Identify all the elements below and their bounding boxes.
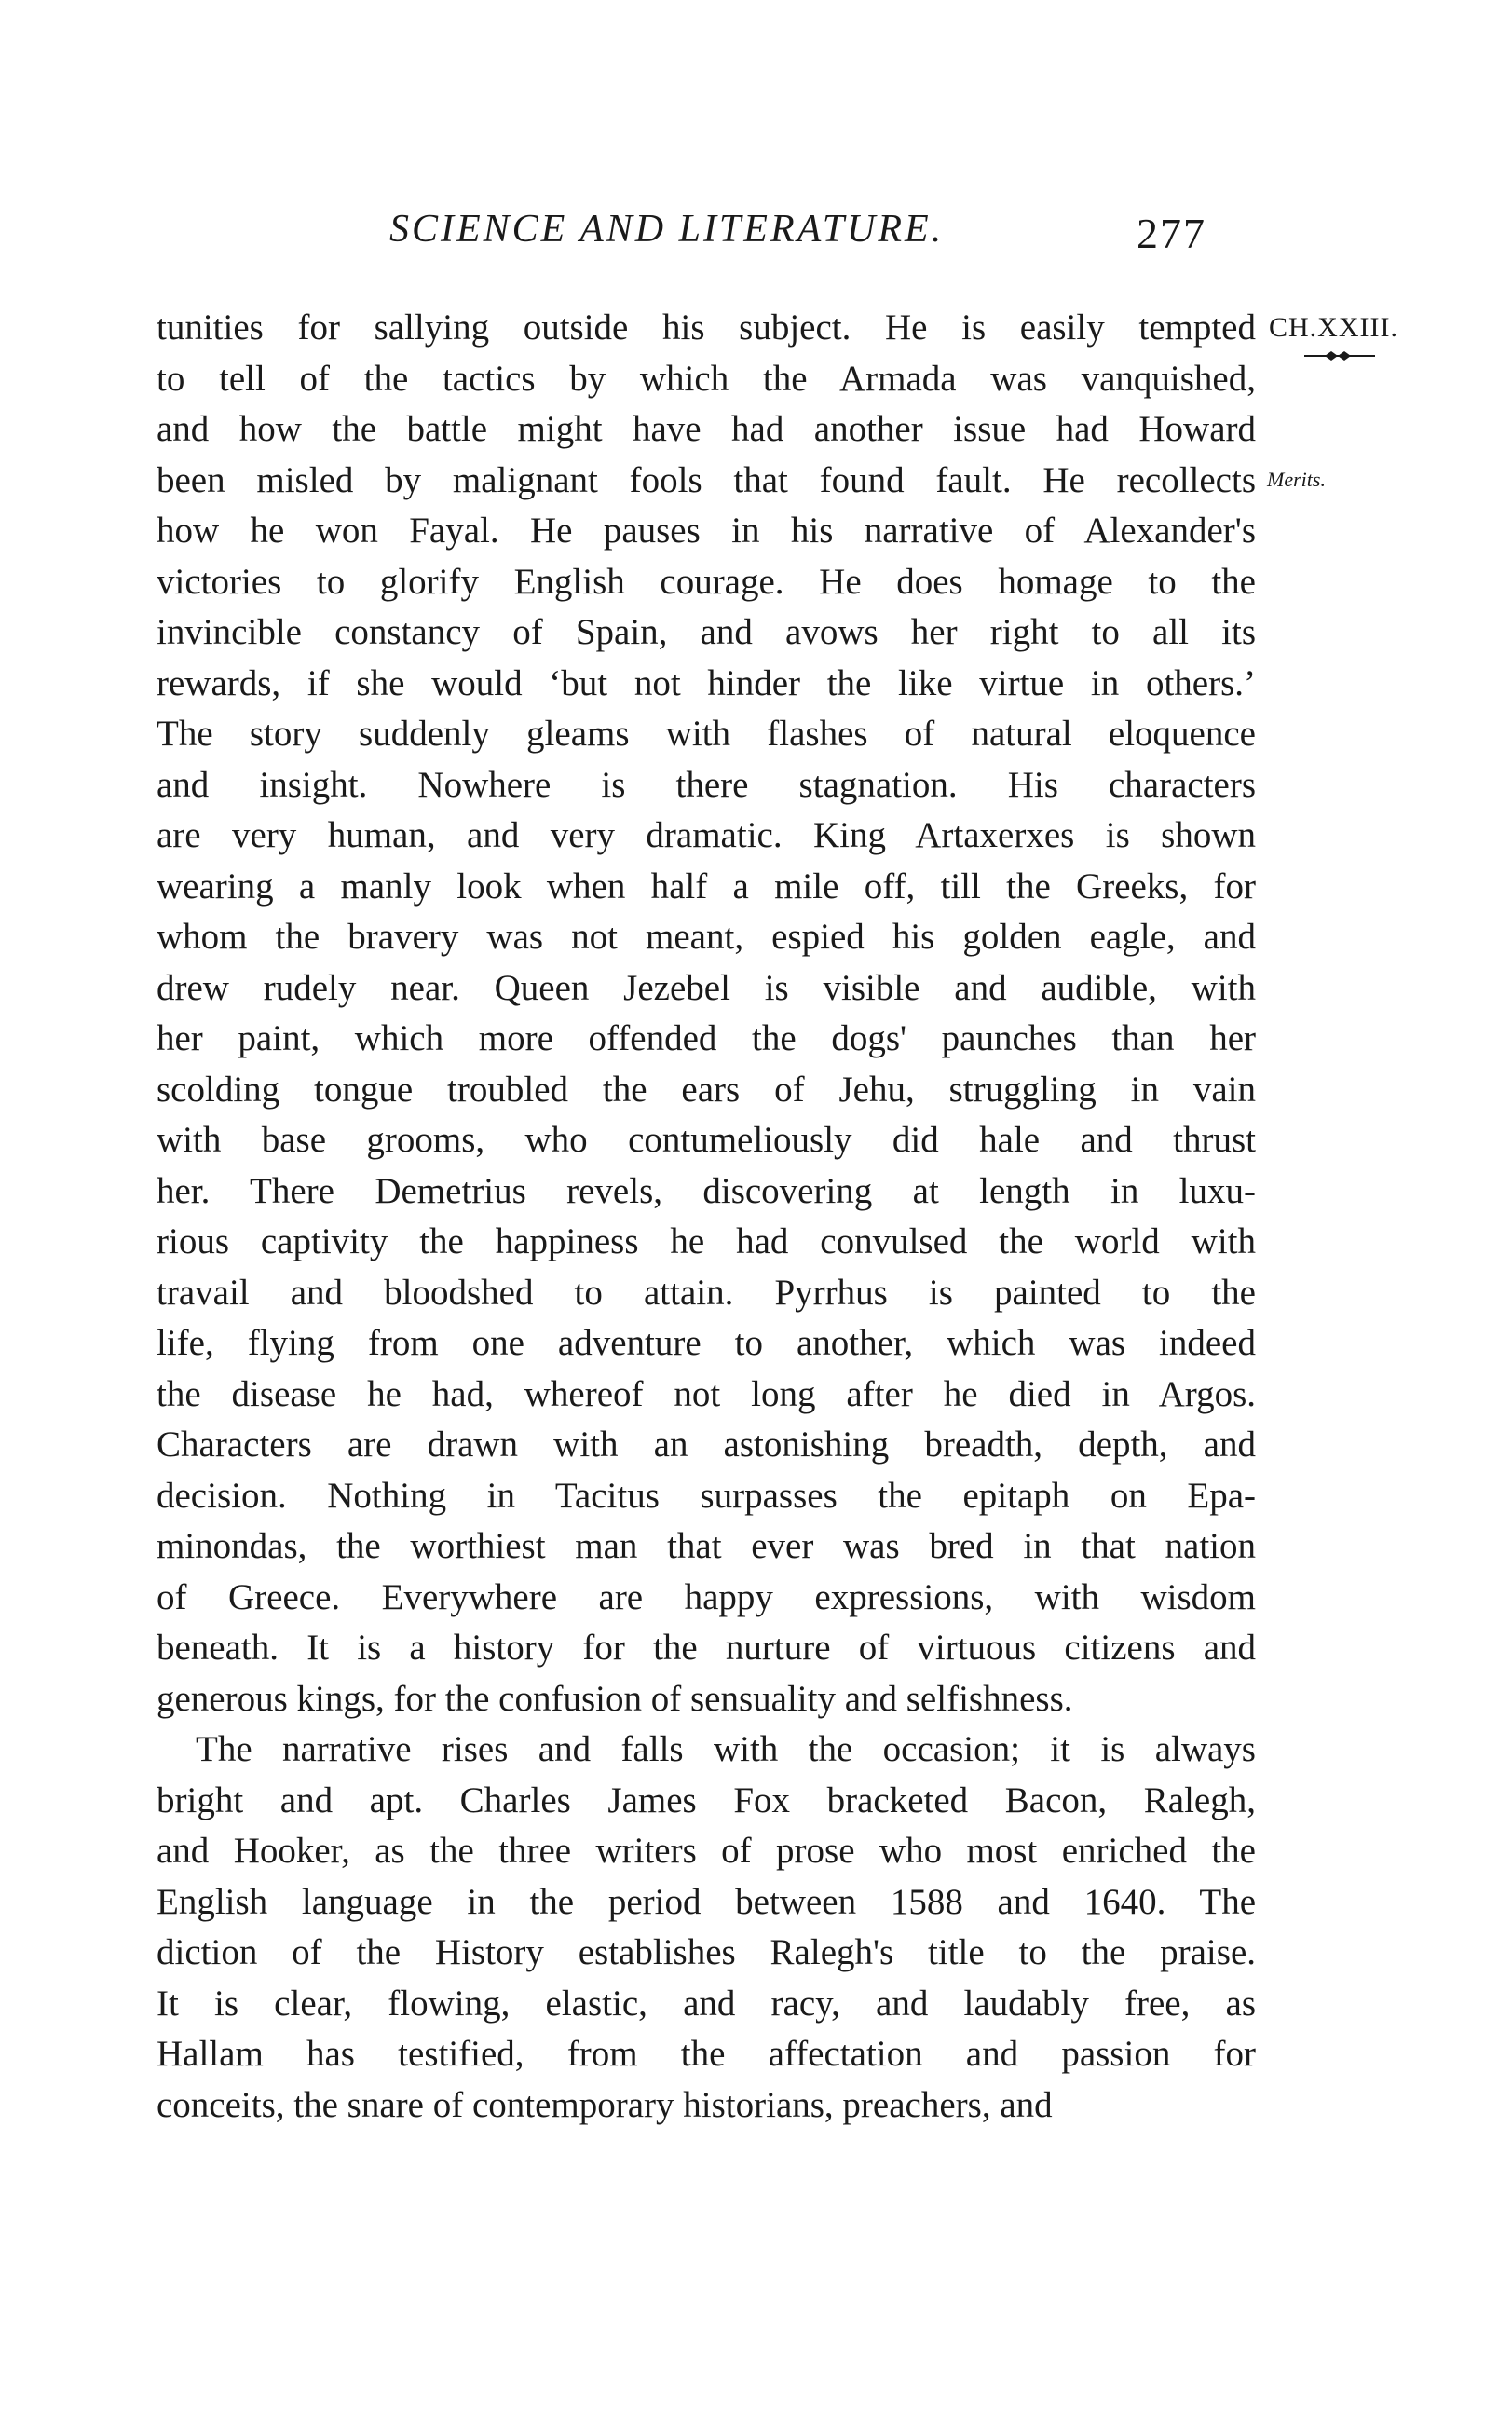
text-line: the disease he had, whereof not long after he died in Argos. [157, 1373, 1256, 1414]
text-line: her. There Demetrius revels, discovering at length in luxu- [157, 1170, 1256, 1211]
text-line: and insight. Nowhere is there stagnation. His characters [157, 764, 1256, 805]
text-line: whom the bravery was not meant, espied his golden eagle, and [157, 917, 1256, 957]
text-line: beneath. It is a history for the nurture of virtuous citizens and [157, 1628, 1256, 1668]
text-line: victories to glorify English courage. He does homage to the [157, 561, 1256, 602]
margin-topic-note: Merits. [1267, 468, 1326, 491]
ornament-rule-icon [1302, 347, 1377, 365]
text-line: to tell of the tactics by which the Armada was vanquished, [157, 358, 1256, 399]
text-line: generous kings, for the confusion of sensuality and selfishness. [157, 1678, 1073, 1719]
text-line: It is clear, flowing, elastic, and racy, and laudably free, as [157, 1983, 1256, 2024]
text-line: life, flying from one adventure to another, which was indeed [157, 1323, 1256, 1363]
text-line: tunities for sallying outside his subject. He is easily tempted [157, 307, 1256, 348]
text-line: been misled by malignant fools that found fault. He recollects [157, 459, 1256, 500]
text-line: are very human, and very dramatic. King Artaxerxes is shown [157, 815, 1256, 855]
text-line: and Hooker, as the three writers of prose who most enriched the [157, 1831, 1256, 1871]
text-line: with base grooms, who contumeliously did hale and thrust [157, 1120, 1256, 1160]
text-line: English language in the period between 1588 and 1640. The [157, 1881, 1256, 1922]
text-line: decision. Nothing in Tacitus surpasses the epitaph on Epa- [157, 1475, 1256, 1516]
text-line: travail and bloodshed to attain. Pyrrhus is painted to the [157, 1272, 1256, 1313]
text-line: rewards, if she would ‘but not hinder the like virtue in others.’ [157, 662, 1256, 703]
text-line: Hallam has testified, from the affectation and passion for [157, 2034, 1256, 2074]
text-line: how he won Fayal. He pauses in his narrative of Alexander's [157, 511, 1256, 551]
text-line: minondas, the worthiest man that ever was bred in that nation [157, 1526, 1256, 1566]
text-line: wearing a manly look when half a mile off, till the Greeks, for [157, 866, 1256, 907]
running-head [158, 207, 1276, 263]
margin-chapter-note: CH.XXIII. [1269, 312, 1398, 343]
page-number: 277 [1137, 210, 1206, 257]
text-line: The story suddenly gleams with flashes of natural eloquence [157, 714, 1256, 754]
text-line: invincible constancy of Spain, and avows her right to all its [157, 612, 1256, 652]
text-line: rious captivity the happiness he had convulsed the world with [157, 1221, 1256, 1261]
running-title: SCIENCE AND LITERATURE. [389, 208, 945, 251]
text-line: conceits, the snare of contemporary historians, preachers, and [157, 2084, 1053, 2125]
text-line: scolding tongue troubled the ears of Jehu, struggling in vain [157, 1069, 1256, 1110]
text-line: Characters are drawn with an astonishing breadth, depth, and [157, 1425, 1256, 1465]
text-line: her paint, which more offended the dogs' paunches than her [157, 1018, 1256, 1058]
text-line: The narrative rises and falls with the occasion; it is always [196, 1729, 1256, 1769]
text-line: of Greece. Everywhere are happy expressions, with wisdom [157, 1576, 1256, 1617]
text-line: and how the battle might have had another issue had Howard [157, 409, 1256, 449]
text-line: diction of the History establishes Ralegh's title to the praise. [157, 1932, 1256, 1972]
text-line: drew rudely near. Queen Jezebel is visible and audible, with [157, 967, 1256, 1008]
text-line: bright and apt. Charles James Fox bracketed Bacon, Ralegh, [157, 1779, 1256, 1820]
paragraph [157, 303, 1256, 1725]
body-text [157, 303, 1256, 2131]
paragraph [157, 1725, 1256, 2131]
